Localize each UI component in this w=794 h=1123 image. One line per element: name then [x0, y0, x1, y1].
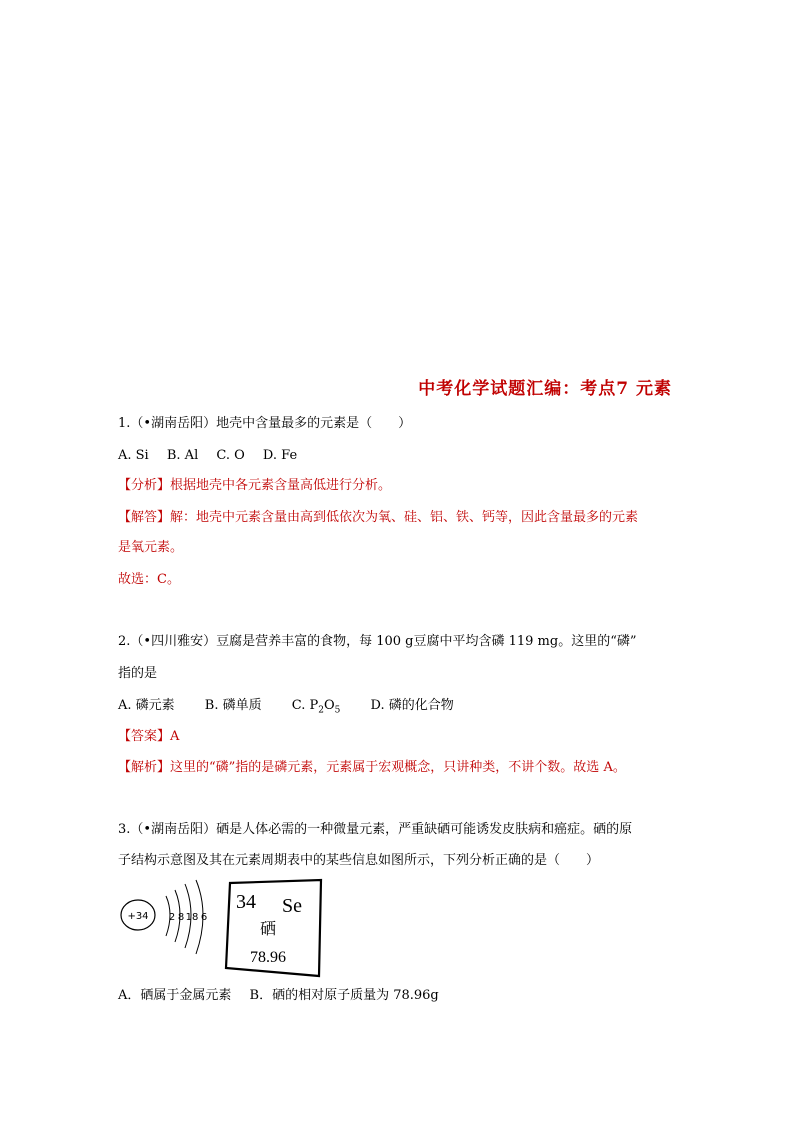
nucleus-charge: +34	[127, 911, 149, 922]
q3-options	[118, 986, 439, 1006]
q1-options	[118, 446, 297, 466]
shell-electrons-4: 6	[200, 912, 208, 923]
q1-solution-text: 解：地壳中元素含量由高到低依次为氧、硅、铝、铁、钙等，因此含量最多的元素	[170, 510, 639, 525]
page-title: 中考化学试题汇编：考点7 元素	[418, 379, 672, 399]
q1-option-a: A. Si	[118, 448, 149, 463]
atomic-mass: 78.96	[250, 949, 286, 966]
q1-analysis	[118, 476, 391, 496]
atomic-number: 34	[236, 891, 256, 913]
q1-solution	[118, 508, 638, 528]
q3-stem: 3.（•湖南岳阳）硒是人体必需的一种微量元素，严重缺硒可能诱发皮肤病和癌症。硒的原	[118, 822, 633, 837]
q3-stem-2: 子结构示意图及其在元素周期表中的某些信息如图所示，下列分析正确的是（ ）	[118, 853, 600, 868]
q2-explain	[118, 758, 626, 778]
periodic-table-cell	[226, 880, 321, 976]
q2-answer	[118, 727, 179, 747]
q2-option-a: A. 磷元素	[118, 698, 175, 713]
shell-electrons-3: 18	[185, 912, 199, 923]
q2-stem-2: 指的是	[118, 666, 158, 681]
q1-option-c: C. O	[216, 448, 245, 463]
q2-option-c: C. $P_2O_5$	[291, 698, 341, 716]
q3-option-b: B．硒的相对原子质量为 78.96g	[249, 988, 439, 1003]
q2-explain-text: 这里的“磷”指的是磷元素，元素属于宏观概念，只讲种类，不讲个数。故选 A。	[170, 760, 626, 775]
q1-analysis-text: 根据地壳中各元素含量高低进行分析。	[170, 478, 392, 493]
q2-answer-label: 【答案】	[118, 729, 171, 744]
element-name: 硒	[260, 919, 277, 938]
q2-answer-value: A	[170, 729, 180, 744]
q2-option-d: D. 磷的化合物	[370, 698, 454, 713]
selenium-figure	[118, 878, 338, 980]
q1-answer: 故选：C。	[118, 572, 180, 587]
q1-solution-text-2: 是氧元素。	[118, 540, 184, 555]
q1-analysis-label: 【分析】	[118, 478, 171, 493]
element-symbol: Se	[282, 895, 302, 917]
shell-electrons-2: 8	[177, 912, 185, 923]
q2-options	[118, 696, 454, 721]
q2-stem: 2.（•四川雅安）豆腐是营养丰富的食物，每 100 g豆腐中平均含磷 119 mg。这里的“磷”	[118, 634, 637, 649]
q1-option-d: D. Fe	[262, 448, 298, 463]
q2-option-b: B. 磷单质	[204, 698, 262, 713]
q2-explain-label: 【解析】	[118, 760, 171, 775]
q3-option-a: A．硒属于金属元素	[118, 988, 232, 1003]
atom-structure-diagram	[121, 880, 207, 954]
q1-option-b: B. Al	[166, 448, 199, 463]
q1-stem: 1.（•湖南岳阳）地壳中含量最多的元素是（ ）	[118, 416, 412, 431]
q1-solution-label: 【解答】	[118, 510, 171, 525]
shell-electrons-1: 2	[168, 912, 176, 923]
